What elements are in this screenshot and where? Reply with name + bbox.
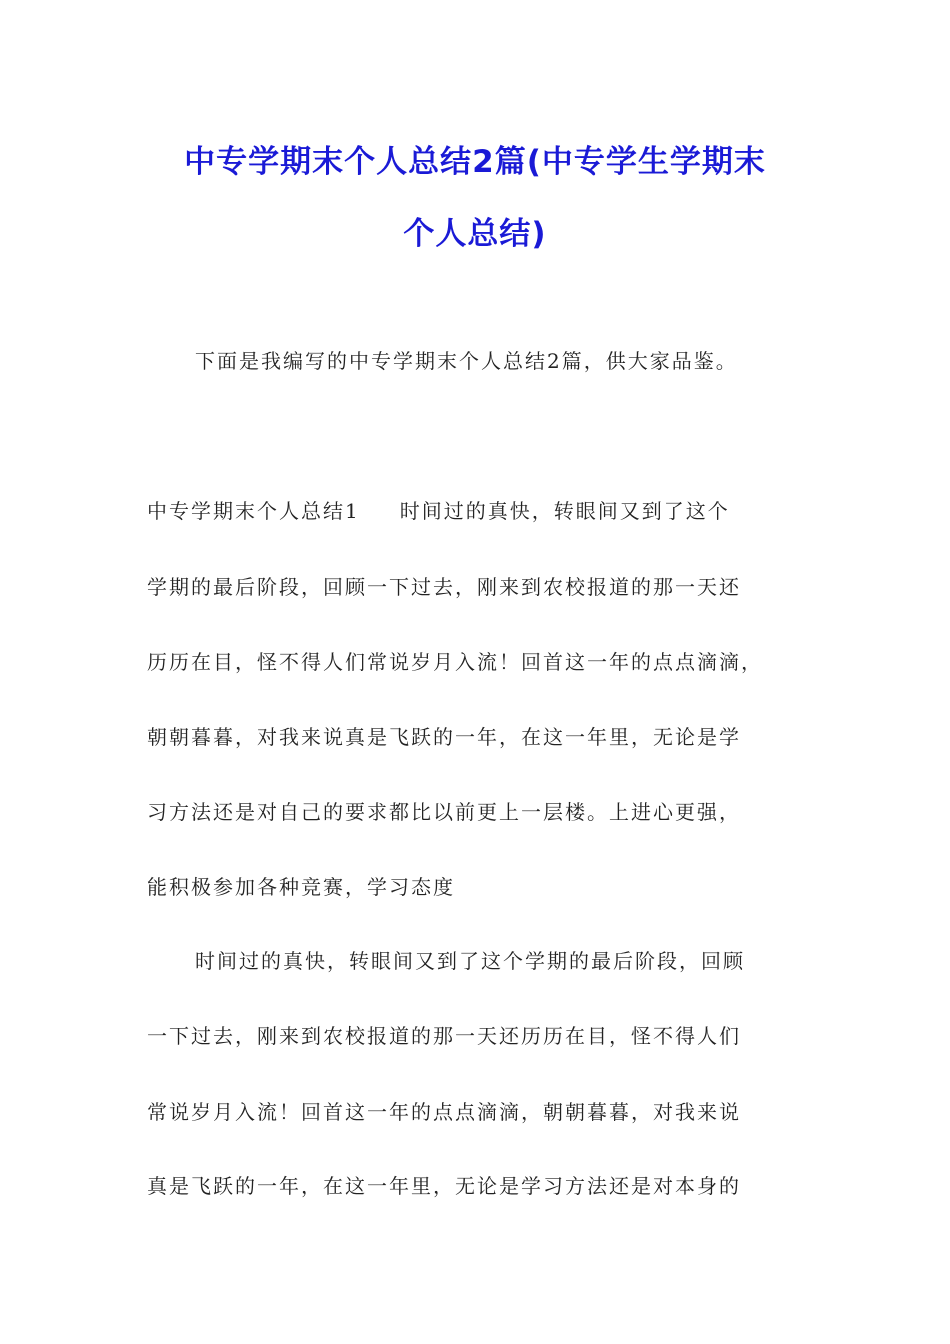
section1-line-1: 时间过的真快，转眼间又到了这个 <box>399 499 730 523</box>
section1-line-5: 习方法还是对自己的要求都比以前更上一层楼。上进心更强， <box>147 800 741 824</box>
section2-line-3: 常说岁月入流！回首这一年的点点滴滴，朝朝暮暮，对我来说 <box>147 1100 741 1124</box>
section2-line-4: 真是飞跃的一年，在这一年里，无论是学习方法还是对本身的 <box>147 1174 741 1198</box>
section2-line-2: 一下过去，刚来到农校报道的那一天还历历在目，怪不得人们 <box>147 1024 741 1048</box>
document-title-line-2: 个人总结) <box>403 216 547 252</box>
section1-line-4: 朝朝暮暮，对我来说真是飞跃的一年，在这一年里，无论是学 <box>147 725 741 749</box>
section1-line-3: 历历在目，怪不得人们常说岁月入流！回首这一年的点点滴滴， <box>147 650 763 674</box>
intro-paragraph: 下面是我编写的中专学期末个人总结2篇，供大家品鉴。 <box>195 349 738 373</box>
section1-first-line <box>147 495 730 524</box>
section1-line-6: 能积极参加各种竞赛，学习态度 <box>147 875 455 899</box>
document-title-line-1: 中专学期末个人总结2篇(中专学生学期末 <box>184 144 766 180</box>
section1-heading: 中专学期末个人总结1 <box>147 499 360 523</box>
section2-line-1: 时间过的真快，转眼间又到了这个学期的最后阶段，回顾 <box>195 949 745 973</box>
section1-line-2: 学期的最后阶段，回顾一下过去，刚来到农校报道的那一天还 <box>147 575 741 599</box>
